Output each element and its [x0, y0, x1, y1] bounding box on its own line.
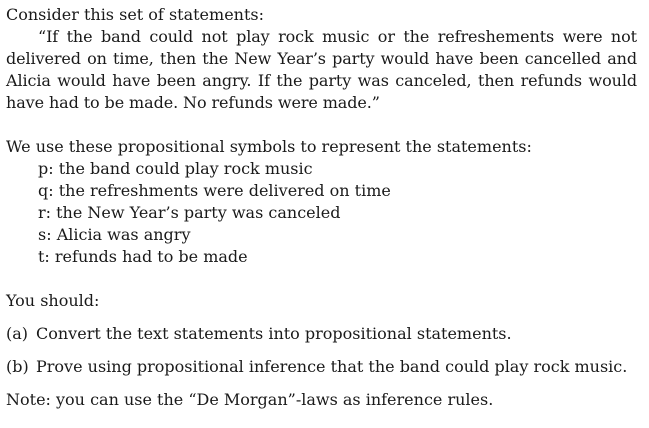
spacer: [6, 268, 637, 290]
symbol-s: s: Alicia was angry: [38, 225, 191, 244]
task-b-label: (b): [6, 357, 29, 376]
symbol-r: r: the New Year’s party was canceled: [38, 203, 341, 222]
tasks-intro: You should:: [6, 291, 100, 310]
task-a-text: Convert the text statements into propositional statements.: [36, 324, 512, 343]
symbol-q: q: the refreshments were delivered on time: [38, 181, 391, 200]
symbol-p: p: the band could play rock music: [38, 159, 313, 178]
symbol-t: t: refunds had to be made: [38, 247, 248, 266]
quoted-statements: “If the band could not play rock music or the refreshements were not delivered on time, then the New Year’s party would have been cancelled and Alicia would have been angry. If the party was canceled, then refunds would have had to be made. No refunds were made.”: [6, 27, 637, 112]
symbol-list: [6, 158, 637, 268]
task-b: [6, 356, 637, 378]
task-a: [6, 323, 637, 345]
task-a-label: (a): [6, 324, 29, 343]
spacer: [6, 114, 637, 136]
intro-text: Consider this set of statements:: [6, 5, 264, 24]
symbols-intro: We use these propositional symbols to represent the statements:: [6, 137, 532, 156]
note-text: Note: you can use the “De Morgan”-laws as inference rules.: [6, 390, 494, 409]
task-b-text: Prove using propositional inference that the band could play rock music.: [36, 357, 628, 376]
